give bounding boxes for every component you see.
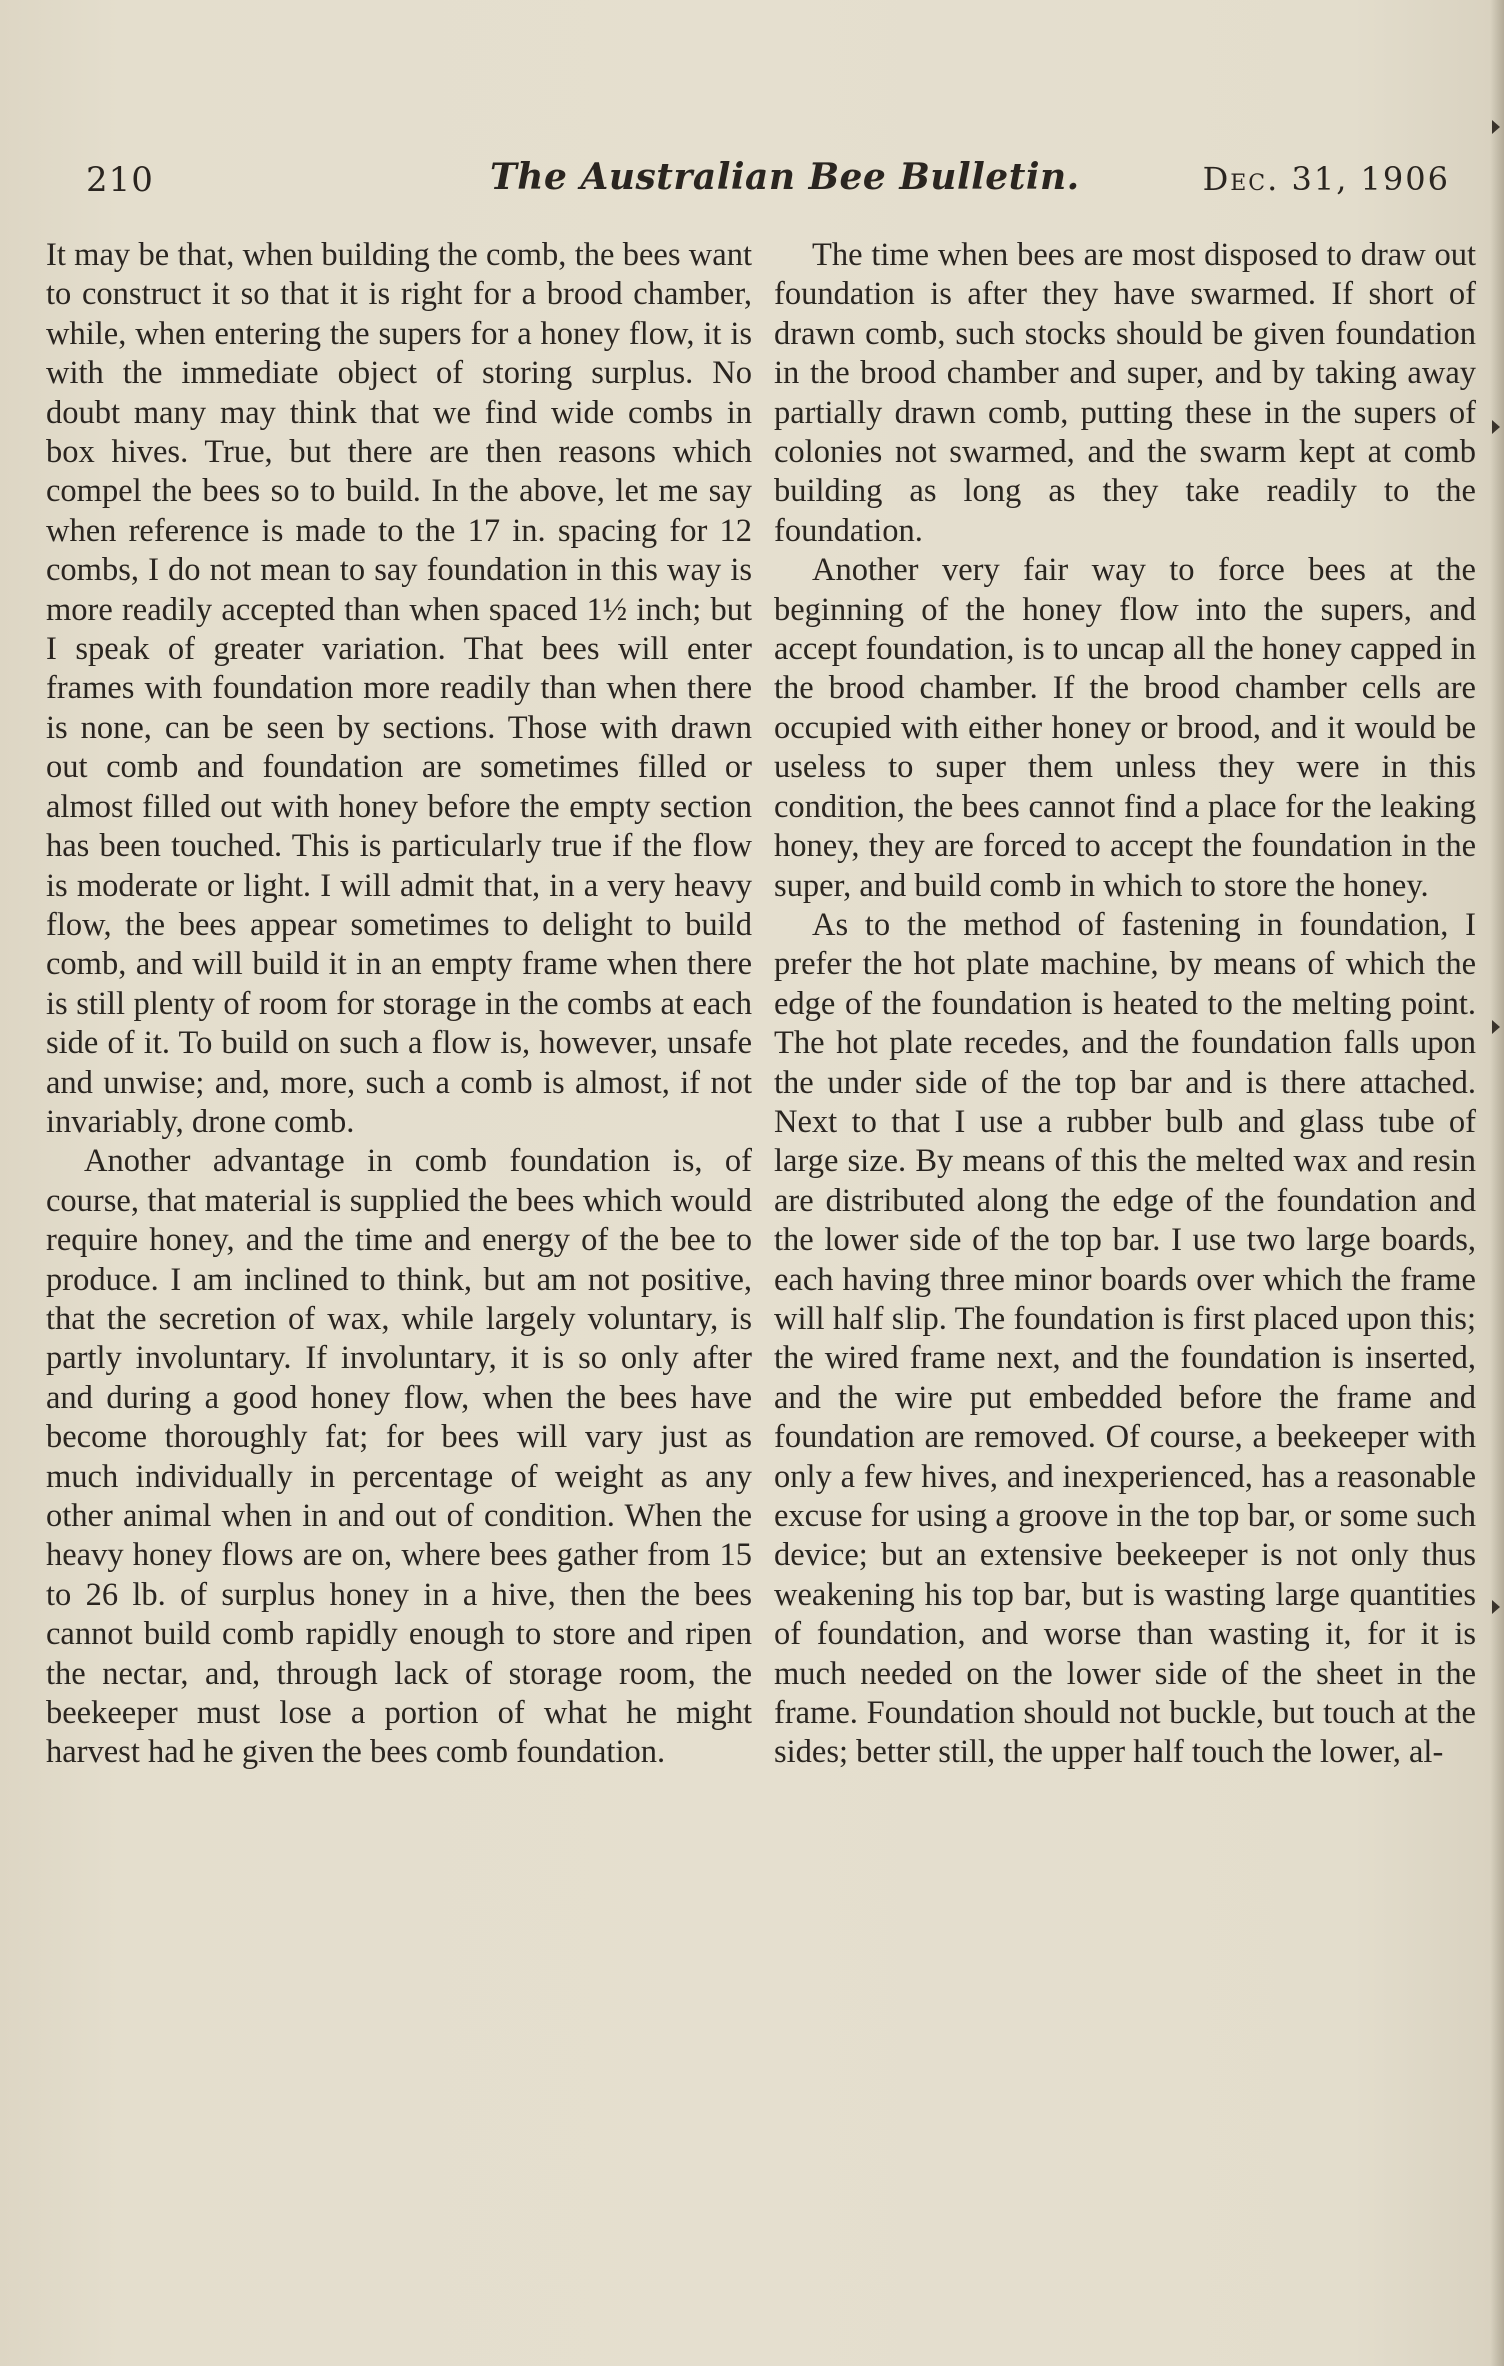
paragraph: The time when bees are most disposed to draw out foundation is after they have swarmed. If short of drawn comb, such stocks should be given foundation in the brood chamber and super, and by taking away partially drawn comb, putting these in the supers of colonies not swarmed, and the swarm kept at comb building as long as they take readily to the foundation. [774, 237, 1476, 549]
edge-mark-icon [1490, 420, 1500, 434]
paragraph: As to the method of fastening in foundation, I prefer the hot plate machine, by means of which the edge of the foundation is heated to the melting point. The hot plate recedes, and the foundation falls upon the under side of the top bar and is there attached. Next to that I use a rubber bulb and glass tube of large size. By means of this the melted wax and resin are distributed along the edge of the foundation and the lower side of the top bar. I use two large boards, each having three minor boards over which the frame will half slip. The foundation is first placed upon this; the wired frame next, and the foundation is inserted, and the wire put embedded before the frame and foundation are removed. Of course, a beekeeper with only a few hives, and inexperienced, has a reasonable excuse for using a groove in the top bar, or some such device; but an extensive beekeeper is not only thus weakening his top bar, but is wasting large quantities of foundation, and worse than wasting it, for it is much needed on the lower side of the sheet in the frame. Foundation should not buckle, but touch at the sides; better still, the upper half touch the lower, al- [774, 906, 1476, 1771]
paragraph: It may be that, when building the comb, the bees want to construct it so that it is right for a brood chamber, while, when entering the supers for a honey flow, it is with the immediate object of storing surplus. No doubt many may think that we find wide combs in box hives. True, but there are then reasons which compel the bees so to build. In the above, let me say when reference is made to the 17 in. spacing for 12 combs, I do not mean to say foundation in this way is more readily accepted than when spaced 1½ inch; but I speak of greater variation. That bees will enter frames with foundation more readily than when there is none, can be seen by sections. Those with drawn out comb and foundation are sometimes filled or almost filled out with honey before the empty section has been touched. This is particularly true if the flow is moderate or light. I will admit that, in a very heavy flow, the bees appear sometimes to delight to build comb, and will build it in an empty frame when there is still plenty of room for storage in the combs at each side of it. To build on such a flow is, however, unsafe and unwise; and, more, such a comb is almost, if not invariably, drone comb. [46, 237, 752, 1140]
left-column [46, 236, 752, 1773]
journal-title: The Australian Bee Bulletin. [490, 156, 1080, 198]
paragraph: Another advantage in comb foundation is, of course, that material is supplied the bees which would require honey, and the time and energy of the bee to produce. I am inclined to think, but am not positive, that the secretion of wax, while largely voluntary, is partly involuntary. If involuntary, it is so only after and during a good honey flow, when the bees have become thoroughly fat; for bees will vary just as much individually in percentage of weight as any other animal when in and out of condition. When the heavy honey flows are on, where bees gather from 15 to 26 lb. of surplus honey in a hive, then the bees cannot build comb rapidly enough to store and ripen the nectar, and, through lack of storage room, the beekeeper must lose a portion of what he might harvest had he given the bees comb foundation. [46, 1143, 752, 1771]
edge-mark-icon [1490, 1020, 1500, 1034]
edge-mark-icon [1490, 1600, 1500, 1614]
page-edge-shadow [1490, 0, 1504, 2366]
page-number: 210 [86, 160, 154, 200]
issue-date: Dec. 31, 1906 [1202, 160, 1450, 198]
paragraph: Another very fair way to force bees at the beginning of the honey flow into the supers, and accept foundation, is to uncap all the honey capped in the brood chamber. If the brood chamber cells are occupied with either honey or brood, and it would be useless to super them unless they were in this condition, the bees cannot find a place for the leaking honey, they are forced to accept the foundation in the super, and build comb in which to store the honey. [774, 552, 1476, 904]
edge-mark-icon [1490, 120, 1500, 134]
running-header [80, 156, 1450, 212]
right-column [774, 236, 1476, 1773]
